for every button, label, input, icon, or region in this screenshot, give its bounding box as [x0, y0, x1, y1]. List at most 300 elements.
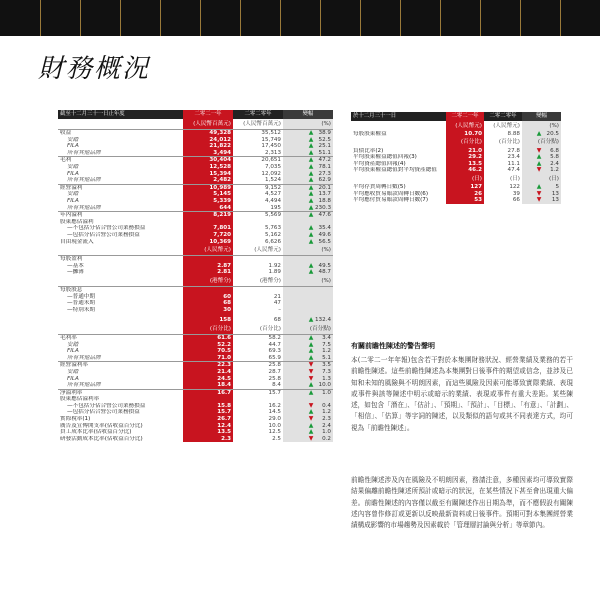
- current-year-value: 13.5: [446, 161, 484, 168]
- change-value: [283, 369, 333, 376]
- change-value: [283, 334, 333, 341]
- prior-year-value: [233, 396, 283, 403]
- warning-heading: 有關前瞻性陳述的警告聲明: [351, 342, 435, 350]
- down-arrow-icon: ▼: [308, 375, 314, 382]
- current-year-value: 13.5: [183, 429, 233, 436]
- current-year-value: 53: [446, 197, 484, 204]
- change-amount: 52.5: [318, 136, 331, 143]
- row-label: 研發活動成本比率(佔收益百分比): [60, 435, 143, 442]
- change-amount: 2.3: [322, 416, 331, 423]
- change-value: [283, 219, 333, 226]
- row-label: 平均存貨周轉日數(5): [353, 184, 406, 191]
- current-year-value: 644: [183, 205, 233, 212]
- warning-paragraph-1: 本(二零二一年年報)包含若干對於本集團財務狀況、經營業績及業務的若干前瞻性陳述。這些前瞻性陳述為本集團對日後事件的期望或信念，並涉及已知和未知的風險與不明朗因素，而這些風險及因素可能導致實際業績、表現或事件與該等陳述中明示或暗示的業績、表現或事件有重大差距。某些陳述，如包含「潛在」、「估計」、「預期」、「預計」、「目標」、「有意」、「計劃」、「相信」、「估算」等字詞的陳述，以及類似的語句或其不同表達方式，均可視為「前瞻性陳述」。: [351, 356, 573, 432]
- row-label: —基本: [67, 262, 84, 269]
- table-row: [58, 137, 333, 144]
- prior-year-value: 6,626: [264, 238, 281, 245]
- current-year-value: 21.4: [183, 369, 233, 376]
- current-year-value: [183, 286, 233, 293]
- down-arrow-icon: ▼: [308, 402, 314, 409]
- column-header: 二零二零年: [233, 110, 283, 119]
- table-row: [351, 167, 561, 174]
- row-label: 每股股東權益: [353, 131, 387, 138]
- table-row: [58, 130, 333, 137]
- row-label: —普通中期: [67, 293, 95, 300]
- current-year-value: 7,801: [183, 225, 233, 232]
- change-amount: 6.8: [550, 147, 559, 154]
- row-label: [58, 317, 183, 324]
- change-value: [283, 212, 333, 219]
- row-label: 平均股東權益總值對平均資產總值: [353, 167, 437, 174]
- change-value: [283, 205, 333, 212]
- unit-row: [351, 174, 561, 184]
- table-row: [58, 429, 333, 436]
- change-value: [522, 131, 561, 138]
- up-arrow-icon: ▲: [308, 129, 314, 137]
- prior-year-value: (人民幣元): [254, 246, 281, 253]
- prior-year-value: 122: [509, 184, 520, 191]
- table-row: [58, 256, 333, 263]
- table-row: [58, 269, 333, 276]
- row-label: 經營溢利率: [58, 362, 183, 369]
- table-row: [351, 148, 561, 155]
- table-row: [58, 369, 333, 376]
- change-amount: 62.9: [318, 177, 331, 184]
- prior-year-value: 27.8: [507, 147, 520, 154]
- current-year-value: [183, 396, 233, 403]
- prior-year-value: 69.3: [268, 348, 281, 355]
- change-value: [522, 184, 561, 191]
- table-row: [58, 286, 333, 293]
- row-label: 毛利率: [58, 334, 183, 341]
- up-arrow-icon: ▲: [308, 334, 314, 341]
- prior-year-value: 11.1: [507, 160, 520, 167]
- up-arrow-icon: ▲: [308, 143, 314, 150]
- change-amount: 132.4: [315, 317, 332, 324]
- current-year-value: 12,528: [183, 164, 233, 171]
- table-row: [58, 198, 333, 205]
- column-header: 於十二月三十一日: [351, 112, 446, 121]
- change-value: [283, 171, 333, 178]
- prior-year-value: 8.4: [272, 382, 281, 389]
- up-arrow-icon: ▲: [308, 225, 314, 232]
- prior-year-value: 15,749: [261, 136, 281, 143]
- unit-row: [58, 276, 333, 287]
- prior-year-value: (日): [510, 175, 520, 182]
- table-row: [351, 191, 561, 198]
- prior-year-value: 5,569: [233, 212, 283, 219]
- change-value: [283, 150, 333, 157]
- current-year-value: 10,989: [183, 184, 233, 191]
- down-arrow-icon: ▼: [536, 147, 542, 154]
- change-amount: 1.3: [322, 375, 331, 382]
- row-label: [351, 121, 446, 131]
- current-year-value: 16.7: [183, 389, 233, 396]
- change-value: [283, 375, 333, 382]
- up-arrow-icon: ▲: [308, 177, 314, 184]
- current-year-value: (百分比): [183, 324, 233, 335]
- change-amount: 5: [555, 184, 559, 191]
- change-amount: 78.1: [318, 164, 331, 171]
- row-label: FILA: [67, 375, 79, 382]
- prior-year-value: 9,152: [233, 184, 283, 191]
- change-value: [283, 396, 333, 403]
- change-amount: 7.3: [322, 368, 331, 375]
- down-arrow-icon: ▼: [308, 435, 314, 442]
- change-amount: 27.3: [318, 170, 331, 177]
- change-amount: 1.2: [550, 167, 559, 174]
- current-year-value: (百分比): [446, 138, 484, 148]
- current-year-value: 71.0: [183, 355, 233, 362]
- column-header: 變幅: [522, 112, 561, 121]
- current-year-value: 49,328: [183, 130, 233, 137]
- prior-year-value: 23.4: [507, 154, 520, 161]
- change-value: [283, 239, 333, 246]
- current-year-value: 12.4: [183, 423, 233, 430]
- table-row: [58, 436, 333, 443]
- row-label: 負債比率(2): [353, 147, 384, 154]
- row-label: 淨溢利率: [58, 389, 183, 396]
- prior-year-value: 29.0: [268, 416, 281, 423]
- row-label: 平均資產總值回報(4): [353, 160, 406, 167]
- change-value: [283, 164, 333, 171]
- current-year-value: (人民幣百萬元): [183, 119, 233, 130]
- change-amount: 7.5: [322, 341, 331, 348]
- change-value: [283, 300, 333, 307]
- current-year-value: 15.8: [183, 403, 233, 410]
- change-value: (%): [283, 276, 333, 287]
- current-year-value: 24.5: [183, 375, 233, 382]
- current-year-value: 30: [183, 307, 233, 314]
- row-label: [351, 174, 446, 184]
- current-year-value: 22.3: [183, 362, 233, 369]
- current-year-value: 15,394: [183, 171, 233, 178]
- up-arrow-icon: ▲: [536, 160, 542, 167]
- prior-year-value: [233, 286, 283, 293]
- row-label: 平均應收貿易賬款周轉日數(6): [353, 190, 429, 197]
- change-amount: 2.4: [550, 160, 559, 167]
- prior-year-value: 16.2: [268, 402, 281, 409]
- change-value: [283, 225, 333, 232]
- prior-year-value: 15.7: [233, 389, 283, 396]
- change-amount: 49.5: [318, 262, 331, 269]
- row-label: 自由現金流入: [60, 238, 94, 245]
- change-amount: 3.5: [322, 362, 331, 369]
- table-row: [58, 293, 333, 300]
- row-label: —包括分佔合營公司業務損益: [67, 232, 140, 238]
- table-row: [58, 212, 333, 219]
- up-arrow-icon: ▲: [308, 409, 314, 416]
- row-label: [58, 245, 183, 256]
- prior-year-value: 65.9: [268, 354, 281, 361]
- table-row: [58, 409, 333, 416]
- prior-year-value: 21: [273, 293, 281, 300]
- up-arrow-icon: ▲: [308, 269, 314, 276]
- row-label: 安踏: [67, 191, 79, 198]
- change-amount: 230.3: [315, 204, 332, 211]
- unit-row: [58, 324, 333, 335]
- prior-year-value: [233, 219, 283, 226]
- change-value: [522, 154, 561, 161]
- change-value: [283, 436, 333, 443]
- table-row: [58, 191, 333, 198]
- up-arrow-icon: ▲: [308, 317, 314, 324]
- up-arrow-icon: ▲: [308, 149, 314, 156]
- current-year-value: 127: [446, 184, 484, 191]
- prior-year-value: 195: [270, 204, 281, 211]
- down-arrow-icon: ▼: [536, 197, 542, 204]
- unit-row: [58, 119, 333, 130]
- prior-year-value: 25.8: [233, 362, 283, 369]
- current-year-value: 8,219: [183, 212, 233, 219]
- prior-year-value: 5,162: [264, 232, 281, 238]
- row-label: 平均股東權益總值回報(3): [353, 154, 417, 161]
- table-row: [58, 300, 333, 307]
- table-row: [58, 232, 333, 239]
- up-arrow-icon: ▲: [308, 204, 314, 211]
- table-row: [58, 389, 333, 396]
- row-label: [58, 119, 183, 130]
- current-year-value: 21.0: [446, 148, 484, 155]
- current-year-value: 18.4: [183, 382, 233, 389]
- prior-year-value: 35,512: [233, 130, 283, 137]
- prior-year-value: 8.88: [507, 131, 520, 138]
- current-year-value: 5,339: [183, 198, 233, 205]
- current-year-value: 30,404: [183, 157, 233, 164]
- change-value: [283, 382, 333, 389]
- change-amount: 13.7: [318, 191, 331, 198]
- row-label: 所有其他品牌: [67, 177, 101, 184]
- prior-year-value: 2.5: [272, 435, 281, 442]
- change-value: [283, 191, 333, 198]
- table-header-row: [58, 110, 333, 119]
- prior-year-value: 1,524: [264, 177, 281, 184]
- row-label: 安踏: [67, 341, 79, 348]
- change-value: [522, 167, 561, 174]
- current-year-value: (港幣分): [183, 276, 233, 287]
- change-value: [283, 256, 333, 263]
- change-amount: 1.0: [322, 429, 331, 436]
- row-label: 安踏: [67, 164, 79, 171]
- change-value: [283, 232, 333, 239]
- row-label: —普通末期: [67, 300, 95, 307]
- current-year-value: 2.81: [183, 269, 233, 276]
- prior-year-value: 20,651: [233, 157, 283, 164]
- change-value: [283, 355, 333, 362]
- change-value: [283, 143, 333, 150]
- prior-year-value: (百分比): [259, 325, 281, 332]
- table-row: [58, 171, 333, 178]
- change-amount: 20.1: [318, 184, 331, 191]
- prior-year-value: 1.89: [268, 269, 281, 276]
- change-amount: 35.4: [318, 225, 331, 232]
- row-label: —包括分佔合營公司業務損益: [67, 409, 140, 416]
- table-row: [351, 131, 561, 138]
- change-amount: 13: [551, 190, 559, 197]
- prior-year-value: 14.5: [268, 409, 281, 416]
- table-row: [351, 184, 561, 191]
- table-row: [58, 382, 333, 389]
- table-header-row: [351, 112, 561, 121]
- table-row: [58, 164, 333, 171]
- current-year-value: (人民幣元): [183, 245, 233, 256]
- table-row: [58, 239, 333, 246]
- up-arrow-icon: ▲: [308, 348, 314, 355]
- up-arrow-icon: ▲: [308, 163, 314, 171]
- change-value: (日): [522, 174, 561, 184]
- prior-year-value: 4,494: [264, 198, 281, 205]
- warning-paragraph-2: 前瞻性陳述涉及內在風險及不明朗因素，務請注意，多種因素均可導致實際結果偏離前瞻性陳述所預計或暗示的狀況，在某些情況下甚至會出現重大偏差。前瞻性陳述的內容僅以截至有關陳述作出日期為準，而不應假設有關陳述內容曾作修訂或更新以反映最新資料或日後事件。預期可對本集團經營業績構成影響的市場趨勢及因素載於「管理層討論與分析」等章節內。: [351, 476, 573, 530]
- page-title: 財務概況: [38, 54, 151, 84]
- change-amount: 1.2: [322, 409, 331, 416]
- table-row: [58, 177, 333, 184]
- prior-year-value: 44.7: [268, 341, 281, 348]
- current-year-value: (日): [446, 174, 484, 184]
- row-label: 毛利: [58, 157, 183, 164]
- prior-year-value: 2,313: [264, 149, 281, 156]
- change-value: [283, 177, 333, 184]
- row-label: 每股盈利: [58, 256, 183, 263]
- change-amount: 38.9: [318, 130, 331, 137]
- table-row: [351, 197, 561, 204]
- up-arrow-icon: ▲: [308, 231, 314, 238]
- change-amount: 47.2: [318, 157, 331, 164]
- financial-highlights-table: [58, 110, 333, 442]
- prior-year-value: 1.92: [268, 262, 281, 269]
- prior-year-value: 58.2: [233, 334, 283, 341]
- prior-year-value: (百分比): [498, 139, 520, 146]
- change-value: [283, 184, 333, 191]
- change-value: [283, 403, 333, 410]
- change-amount: 56.5: [318, 238, 331, 245]
- change-amount: 3.4: [322, 334, 331, 341]
- row-label: 實際稅率(1): [60, 416, 91, 423]
- change-amount: 48.7: [318, 269, 331, 276]
- change-amount: 51.1: [318, 149, 331, 156]
- up-arrow-icon: ▲: [308, 354, 314, 361]
- change-amount: 0.2: [322, 435, 331, 442]
- change-amount: 0.4: [322, 402, 331, 409]
- current-year-value: [183, 219, 233, 226]
- up-arrow-icon: ▲: [536, 183, 542, 191]
- prior-year-value: 12.5: [268, 429, 281, 436]
- prior-year-value: 7,035: [264, 164, 281, 171]
- current-year-value: 2.3: [183, 436, 233, 443]
- prior-year-value: –: [278, 306, 281, 313]
- row-label: [58, 276, 183, 287]
- current-year-value: 60: [183, 293, 233, 300]
- unit-row: [351, 138, 561, 148]
- row-label: [351, 138, 446, 148]
- table-row: [58, 143, 333, 150]
- row-label: FILA: [67, 198, 79, 205]
- current-year-value: [183, 256, 233, 263]
- change-amount: 2.4: [322, 422, 331, 429]
- up-arrow-icon: ▲: [308, 341, 314, 348]
- change-value: [283, 307, 333, 314]
- prior-year-value: 68: [273, 317, 281, 324]
- current-year-value: 52.2: [183, 341, 233, 348]
- current-year-value: 29.2: [446, 154, 484, 161]
- table-row: [58, 150, 333, 157]
- current-year-value: 2,482: [183, 177, 233, 184]
- down-arrow-icon: ▼: [536, 190, 542, 197]
- row-label: 員工成本比率(佔收益百分比): [60, 429, 132, 436]
- prior-year-value: 10.0: [268, 422, 281, 429]
- row-label: FILA: [67, 348, 79, 355]
- change-value: [522, 161, 561, 168]
- change-value: [283, 348, 333, 355]
- change-value: (百分點): [283, 324, 333, 335]
- change-value: [283, 341, 333, 348]
- change-amount: 10.0: [318, 382, 331, 389]
- row-label: 廣告及宣傳開支率(佔收益百分比): [60, 422, 143, 429]
- decorative-top-band: [0, 0, 600, 36]
- change-amount: 1.0: [322, 389, 331, 396]
- prior-year-value: 25.8: [268, 375, 281, 382]
- table-row: [58, 375, 333, 382]
- row-label: [58, 324, 183, 335]
- change-value: [522, 148, 561, 155]
- change-value: [522, 197, 561, 204]
- current-year-value: 10,369: [183, 239, 233, 246]
- prior-year-value: 47: [273, 300, 281, 307]
- up-arrow-icon: ▲: [536, 131, 542, 138]
- table-row: [351, 154, 561, 161]
- current-year-value: (人民幣元): [446, 121, 484, 131]
- current-year-value: 26: [446, 191, 484, 198]
- down-arrow-icon: ▼: [308, 415, 314, 423]
- change-value: (百分點): [522, 138, 561, 148]
- change-value: [283, 130, 333, 137]
- column-header: 截至十二月三十一日止年度: [58, 110, 183, 119]
- table-row: [58, 317, 333, 324]
- current-year-value: 158: [183, 317, 233, 324]
- prior-year-value: 4,527: [264, 191, 281, 198]
- row-label: 每股股息: [58, 286, 183, 293]
- row-label: —攤薄: [67, 269, 84, 276]
- up-arrow-icon: ▲: [308, 136, 314, 143]
- up-arrow-icon: ▲: [308, 191, 314, 198]
- change-amount: 47.6: [318, 212, 331, 219]
- table-row: [58, 403, 333, 410]
- column-header: 二零二一年: [446, 112, 484, 121]
- table-row: [58, 263, 333, 270]
- column-header: 變幅: [283, 110, 333, 119]
- row-label: 安踏: [67, 136, 79, 143]
- row-label: 所有其他品牌: [67, 204, 101, 211]
- current-year-value: 70.5: [183, 348, 233, 355]
- change-value: [283, 293, 333, 300]
- change-value: [283, 429, 333, 436]
- prior-year-value: [233, 256, 283, 263]
- prior-year-value: 66: [512, 197, 520, 204]
- table-row: [58, 184, 333, 191]
- prior-year-value: 28.7: [268, 368, 281, 375]
- up-arrow-icon: ▲: [308, 389, 314, 396]
- table-row: [58, 219, 333, 226]
- row-label: FILA: [67, 143, 79, 150]
- change-value: [283, 137, 333, 144]
- table-row: [58, 348, 333, 355]
- change-amount: 25.1: [318, 143, 331, 150]
- change-value: [283, 362, 333, 369]
- change-value: [283, 269, 333, 276]
- down-arrow-icon: ▼: [536, 167, 542, 174]
- change-value: [283, 423, 333, 430]
- row-label: 股東應佔溢利: [60, 218, 94, 225]
- current-year-value: 3,494: [183, 150, 233, 157]
